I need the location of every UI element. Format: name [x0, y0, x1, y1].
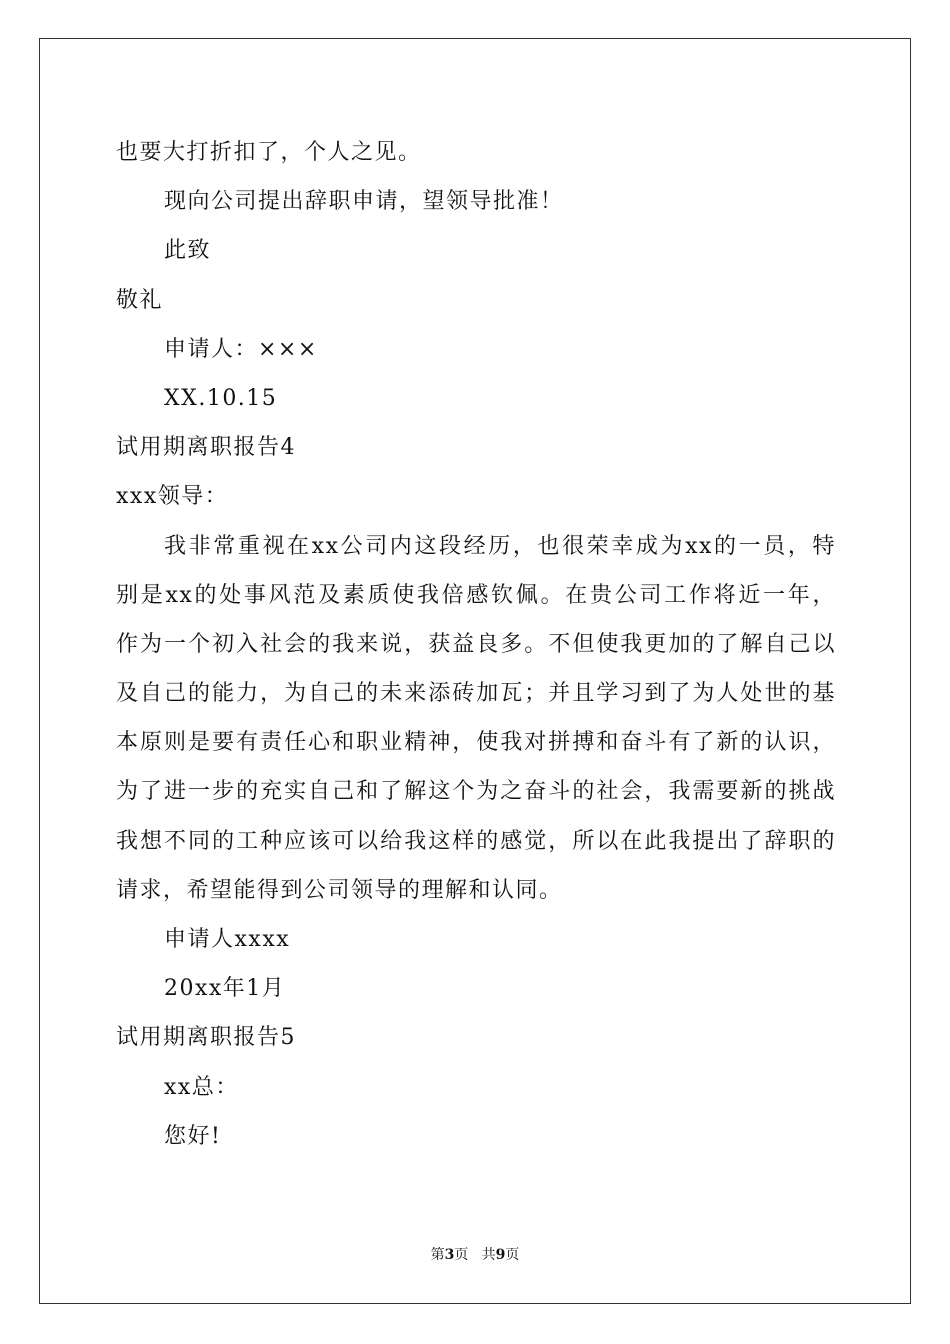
applicant-signature: 申请人xxxx [164, 927, 291, 952]
applicant-signature: 申请人：××× [164, 336, 318, 362]
paragraph-line: 及自己的能力，为自己的未来添砖加瓦；并且学习到了为人处世的基 [116, 681, 836, 707]
closing-salutation: 此致 [164, 238, 212, 264]
greeting: 您好! [164, 1123, 222, 1149]
paragraph-line: 本原则是要有责任心和职业精神，使我对拼搏和奋斗有了新的认识， [116, 730, 836, 756]
paragraph-line: 我想不同的工种应该可以给我这样的感觉，所以在此我提出了辞职的 [116, 828, 836, 854]
paragraph-line: 请求，希望能得到公司领导的理解和认同。 [116, 877, 563, 903]
page-label-prefix: 第 [430, 1247, 445, 1263]
section-title: 试用期离职报告4 [116, 435, 296, 461]
section-title: 试用期离职报告5 [116, 1025, 296, 1051]
addressee: xx总： [164, 1074, 239, 1100]
text-line: 现向公司提出辞职申请，望领导批准！ [164, 189, 564, 215]
document-body [116, 128, 836, 1161]
paragraph-line: 别是xx的处事风范及素质使我倍感钦佩。在贵公司工作将近一年， [116, 582, 836, 608]
paragraph-line: 为了进一步的充实自己和了解这个为之奋斗的社会，我需要新的挑战 [116, 779, 836, 805]
total-pages: 9 [495, 1247, 506, 1263]
signature-date: 20xx年1月 [164, 976, 286, 1002]
page-footer [0, 1244, 950, 1264]
addressee: xxx领导： [116, 484, 229, 510]
text-line: 也要大打折扣了，个人之见。 [116, 140, 422, 165]
total-label-prefix: 共 [481, 1247, 496, 1263]
page-number: 3 [444, 1247, 455, 1263]
closing-regards: 敬礼 [116, 287, 164, 313]
page-label-suffix: 页 [454, 1247, 469, 1263]
signature-date: XX.10.15 [164, 385, 278, 411]
paragraph-line: 作为一个初入社会的我来说，获益良多。不但使我更加的了解自己以 [116, 631, 836, 657]
total-label-suffix: 页 [505, 1247, 520, 1263]
paragraph-line: 我非常重视在xx公司内这段经历，也很荣幸成为xx的一员，特 [164, 533, 836, 559]
